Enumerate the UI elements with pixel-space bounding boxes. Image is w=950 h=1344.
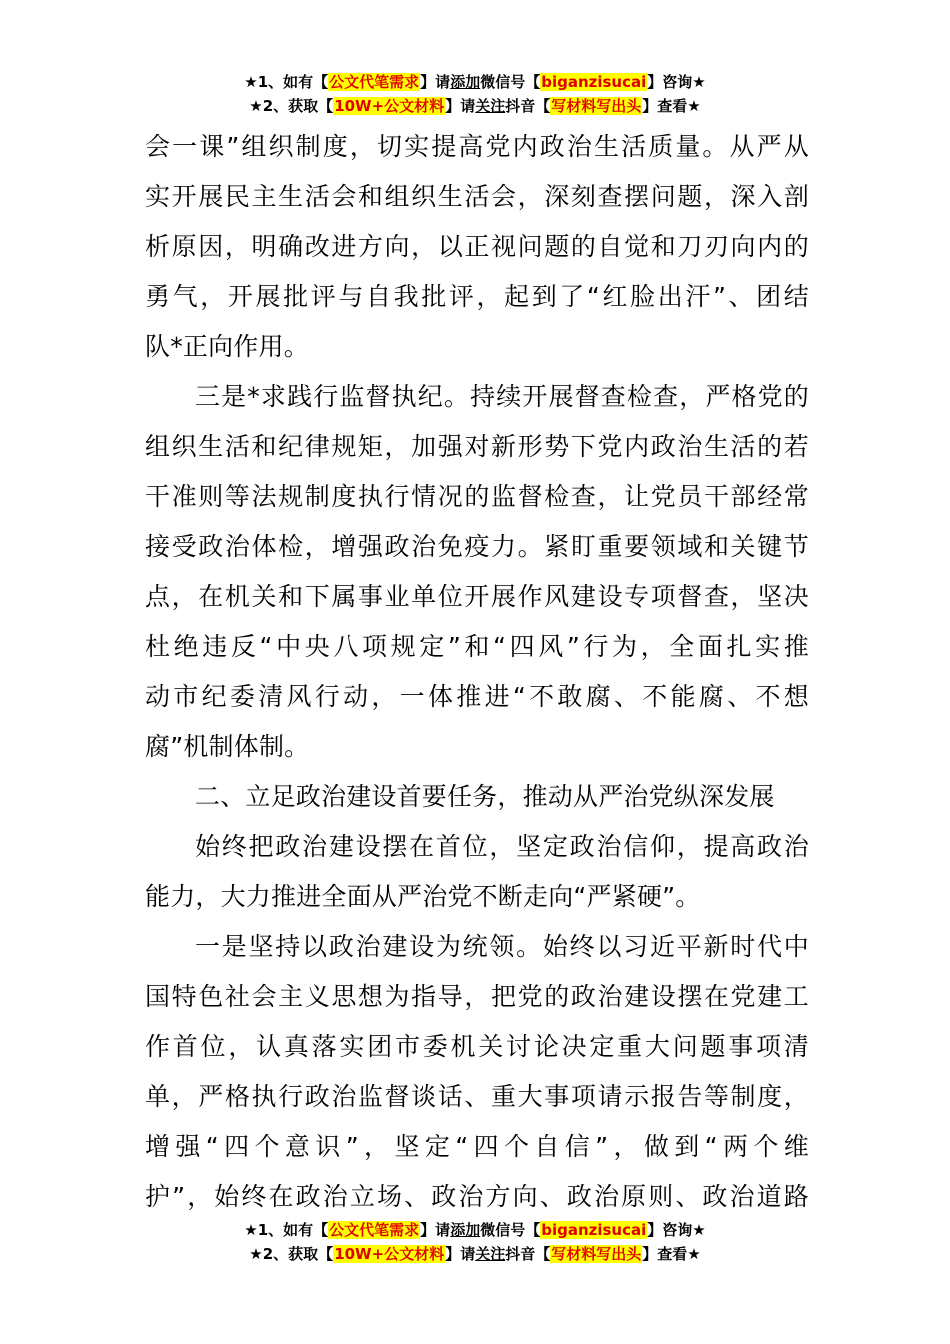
body-line: 析原因，明确改进方向，以正视问题的自觉和刀刃向内的 [145, 232, 809, 261]
body-line: 始终把政治建设摆在首位，坚定政治信仰，提高政治 [195, 832, 809, 861]
banner-text: 】查看★ [642, 1245, 701, 1263]
body-line: 三是*求践行监督执纪。持续开展督查检查，严格党的 [195, 382, 809, 411]
banner-highlight: 公文代笔需求 [329, 73, 420, 91]
banner-line-1 [0, 1218, 950, 1242]
body-line: 组织生活和纪律规矩，加强对新形势下党内政治生活的若 [145, 432, 809, 461]
banner-highlight: 写材料写出头 [551, 1245, 642, 1263]
banner-text: ★1、如有【 [244, 73, 329, 91]
banner-highlight: 10W+公文材料 [334, 97, 445, 115]
body-line: 增强“四个意识”，坚定“四个自信”，做到“两个维 [145, 1132, 809, 1161]
banner-underline: 添加 [450, 73, 481, 91]
banner-highlight: 公文代笔需求 [329, 1221, 420, 1239]
footer-banner [0, 1218, 950, 1266]
banner-text: 】查看★ [642, 97, 701, 115]
body-line: 接受政治体检，增强政治免疫力。紧盯重要领域和关键节 [145, 532, 809, 561]
body-line: 作首位，认真落实团市委机关讨论决定重大问题事项清 [145, 1032, 809, 1061]
body-line: 动市纪委清风行动，一体推进“不敢腐、不能腐、不想 [145, 682, 809, 711]
body-line: 实开展民主生活会和组织生活会，深刻查摆问题，深入剖 [145, 182, 809, 211]
banner-text: 微信号【 [480, 1221, 541, 1239]
body-line: 勇气，开展批评与自我批评，起到了“红脸出汗”、团结 [145, 282, 809, 311]
banner-text: 】请 [420, 1221, 451, 1239]
body-line: 单，严格执行政治监督谈话、重大事项请示报告等制度， [145, 1082, 809, 1111]
banner-text: 抖音【 [505, 1245, 551, 1263]
banner-underline: 添加 [450, 1221, 481, 1239]
banner-text: ★1、如有【 [244, 1221, 329, 1239]
banner-text: ★2、获取【 [249, 97, 334, 115]
banner-text: 微信号【 [480, 73, 541, 91]
banner-text: 】咨询★ [647, 73, 706, 91]
body-line: 杜绝违反“中央八项规定”和“四风”行为，全面扎实推 [145, 632, 809, 661]
banner-text: ★2、获取【 [249, 1245, 334, 1263]
document-body [145, 122, 809, 1222]
body-line: 会一课”组织制度，切实提高党内政治生活质量。从严从 [145, 132, 809, 161]
banner-highlight: 写材料写出头 [551, 97, 642, 115]
body-line: 腐”机制体制。 [145, 732, 310, 761]
banner-underline: 关注 [475, 1245, 506, 1263]
banner-text: 】请 [420, 73, 451, 91]
body-line: 一是坚持以政治建设为统领。始终以习近平新时代中 [195, 932, 809, 961]
banner-underline: 关注 [475, 97, 506, 115]
body-line: 能力，大力推进全面从严治党不断走向“严紧硬”。 [145, 882, 701, 911]
body-line: 点，在机关和下属事业单位开展作风建设专项督查，坚决 [145, 582, 809, 611]
body-line: 队*正向作用。 [145, 332, 309, 361]
banner-line-2 [0, 94, 950, 118]
banner-line-2 [0, 1242, 950, 1266]
banner-line-1 [0, 70, 950, 94]
banner-highlight: biganzisucai [541, 73, 647, 91]
body-line: 国特色社会主义思想为指导，把党的政治建设摆在党建工 [145, 982, 809, 1011]
header-banner [0, 70, 950, 118]
body-line: 护”，始终在政治立场、政治方向、政治原则、政治道路 [145, 1182, 809, 1211]
section-heading: 二、立足政治建设首要任务，推动从严治党纵深发展 [195, 782, 775, 811]
banner-text: 】请 [445, 97, 476, 115]
banner-text: 抖音【 [505, 97, 551, 115]
banner-highlight: biganzisucai [541, 1221, 647, 1239]
banner-text: 】请 [445, 1245, 476, 1263]
body-line: 干准则等法规制度执行情况的监督检查，让党员干部经常 [145, 482, 809, 511]
banner-highlight: 10W+公文材料 [334, 1245, 445, 1263]
banner-text: 】咨询★ [647, 1221, 706, 1239]
